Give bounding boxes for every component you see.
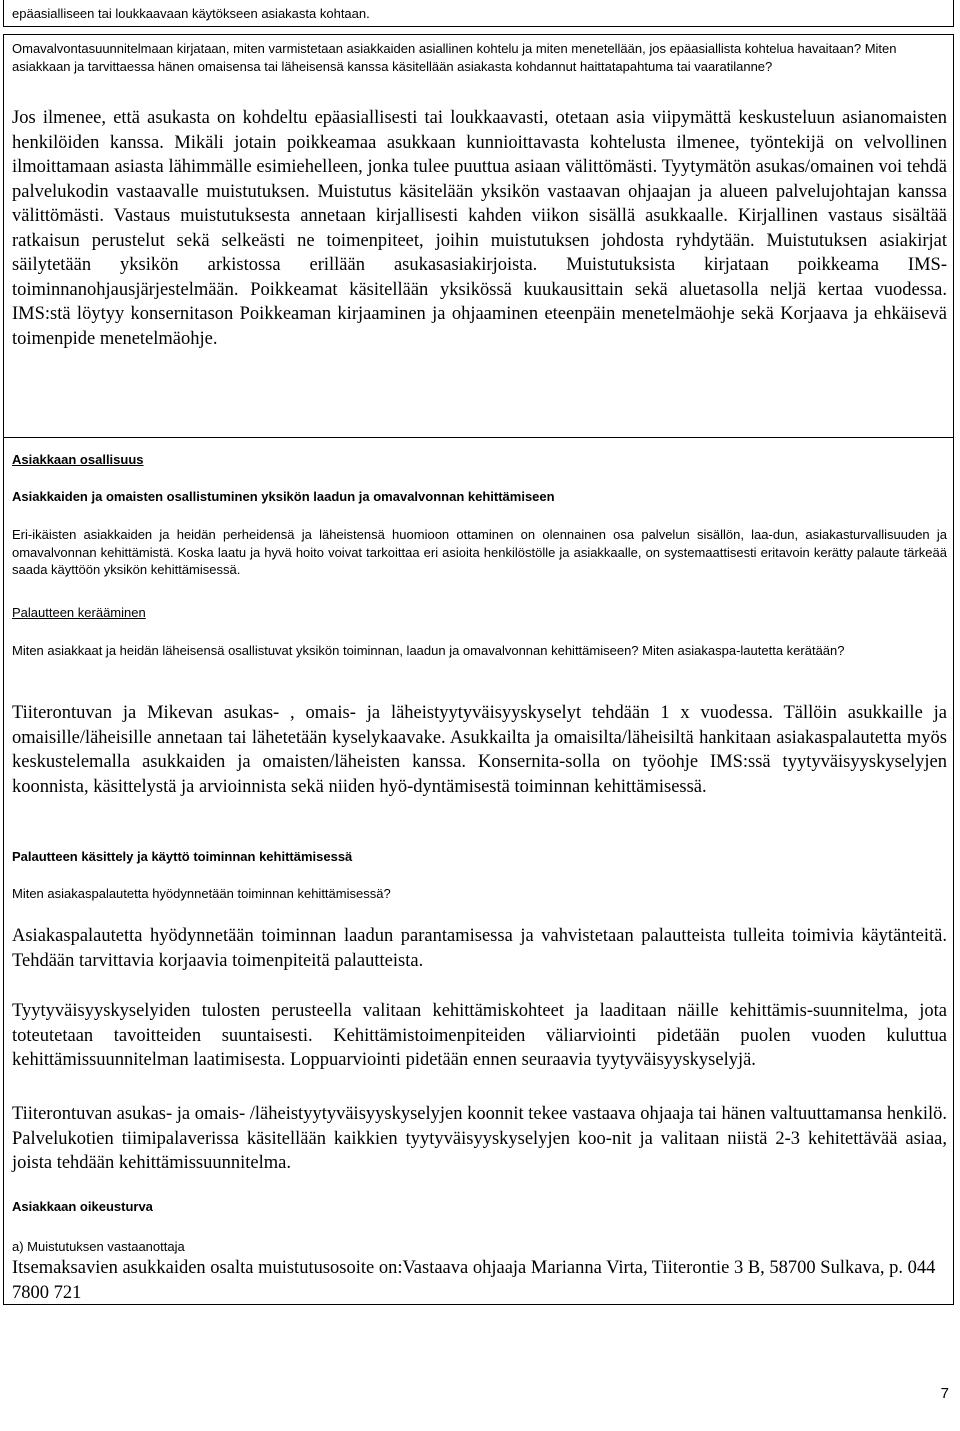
page-number: 7 <box>940 1385 949 1402</box>
guidance-text-1: Omavalvontasuunnitelmaan kirjataan, miten varmistetaan asiakkaiden asiallinen kohtelu ja miten menetellään, jos epäasiallista kohtelua havaitaan? Miten asiakkaan ja tarvittaessa hänen omaisensa tai läheisensä kanssa käsitellään asiakasta kohdannut haittatapahtuma tai vaaratilanne? <box>12 41 897 74</box>
usage-question: Miten asiakaspalautetta hyödynnetään toiminnan kehittämisessä? <box>12 886 391 901</box>
feedback-question: Miten asiakkaat ja heidän läheisensä osallistuvat yksikön toiminnan, laadun ja omavalvonnan kehittämiseen? Miten asiakaspa-lautetta kerätään? <box>12 643 845 658</box>
usage-answer-2: Tyytyväisyyskyselyiden tulosten perusteella valitaan kehittämiskohteet ja laaditaan näille kehittämis-suunnitelma, jota toteutetaan tavoitteiden suuntaisesti. Kehittämistoimenpiteiden väliarviointi pidetään puolen vuoden kuluttua kehittämissuunnitelman laatimisesta. Loppuarviointi pidetään ennen seuraavia tyytyväisyyskyselyjä. <box>12 1001 947 1070</box>
feedback-heading: Palautteen kerääminen <box>12 605 146 620</box>
section-heading-oikeusturva: Asiakkaan oikeusturva <box>12 1199 153 1214</box>
complaint-address: Itsemaksavien asukkaiden osalta muistutusosoite on:Vastaava ohjaaja Marianna Virta, Tiiterontie 3 B, 58700 Sulkava, p. 044 7800 721 <box>12 1258 936 1303</box>
subheading-osallistuminen: Asiakkaiden ja omaisten osallistuminen yksikön laadun ja omavalvonnan kehittämiseen <box>12 489 555 504</box>
subsection-a-heading: a) Muistutuksen vastaanottaja <box>12 1239 185 1254</box>
carryover-line: epäasialliseen tai loukkaavaan käytökseen asiakasta kohtaan. <box>12 6 370 21</box>
feedback-answer: Tiiterontuvan ja Mikevan asukas- , omais- ja läheistyytyväisyyskyselyt tehdään 1 x vuodessa. Tällöin asukkaille ja omaisille/läheisille annetaan tai lähetetään kyselykaavake. Asukkailta ja omaisilta/läheisiltä hankitaan asiakaspalautetta myös keskustelemalla asukkaiden ja omaisten/läheisten kanssa. Konsernita-solla on työohje IMS:ssä tyytyväisyyskyselyjen koonnista, käsittelystä ja arvioinnista sekä niiden hyö-dyntämisestä toiminnan kehittämisessä. <box>12 703 947 797</box>
section-divider <box>3 437 954 438</box>
intro-text: Eri-ikäisten asiakkaiden ja heidän perheidensä ja läheistensä huomioon ottaminen on olennainen osa palvelun sisällön, laa-dun, asiakasturvallisuuden ja omavalvonnan kehittämistä. Koska laatu ja hyvä hoito voivat tarkoittaa eri asioita henkilöstölle ja asiakkaalle, on systemaattisesti eritavoin kerätty palaute tärkeää saada käyttöön yksikön kehittämisessä. <box>12 527 947 577</box>
usage-answer-1: Asiakaspalautetta hyödynnetään toiminnan laadun parantamisessa ja vahvistetaan palautteista tulleita toimivia käytänteitä. Tehdään tarvittavia korjaavia toimenpiteitä palautteista. <box>12 926 947 971</box>
answer-text-1: Jos ilmenee, että asukasta on kohdeltu epäasiallisesti tai loukkaavasti, otetaan asia viipymättä keskusteluun asianomaisten henkilöiden kanssa. Mikäli jotain poikkeamaa asukkaan kunnioittavasta kohtelusta ilmenee, työntekijä on velvollinen ilmoittamaan asiasta lähimmälle esimiehelleen, jonka tulee puuttua asiaan välittömästi. Tyytymätön asukas/omainen voi tehdä palvelukodin vastaavalle muistutuksen. Muistutus käsitelään yksikön vastaavan ohjaajan ja alueen palvelujohtajan kanssa välittömästi. Vastaus muistutuksesta annetaan kirjallisesti kahden viikon sisällä asukkaalle. Kirjallinen vastaus sisältää ratkaisun perustelut sekä selkeästi ne toimenpiteet, joihin muistutuksen johdosta ryhdytään. Muistutuksen asiakirjat säilytetään yksikön arkistossa erillään asukasasiakirjoista. Muistutuksista kirjataan poikkeama IMS-toiminnanohjausjärjestelmään. Poikkeamat käsitellään yksikössä kuukausittain sekä aluetasolla neljä kertaa vuodessa. IMS:stä löytyy konsernitason Poikkeaman kirjaaminen ja ohjaaminen eteenpäin menetelmäohje sekä Korjaava ja ehkäisevä toimenpide menetelmäohje. <box>12 108 947 349</box>
usage-heading: Palautteen käsittely ja käyttö toiminnan kehittämisessä <box>12 849 353 864</box>
section-heading-osallisuus: Asiakkaan osallisuus <box>12 452 144 467</box>
usage-answer-3: Tiiterontuvan asukas- ja omais- /läheistyytyväisyyskyselyjen koonnit tekee vastaava ohjaaja tai hänen valtuuttamansa henkilö. Palvelukotien tiimipalaverissa käsitellään kaikkien tyytyväisyyskyselyjen koo-nit ja valitaan niistä 2-3 kehitettävää asiaa, joista tehdään kehittämissuunnitelma. <box>12 1104 947 1173</box>
